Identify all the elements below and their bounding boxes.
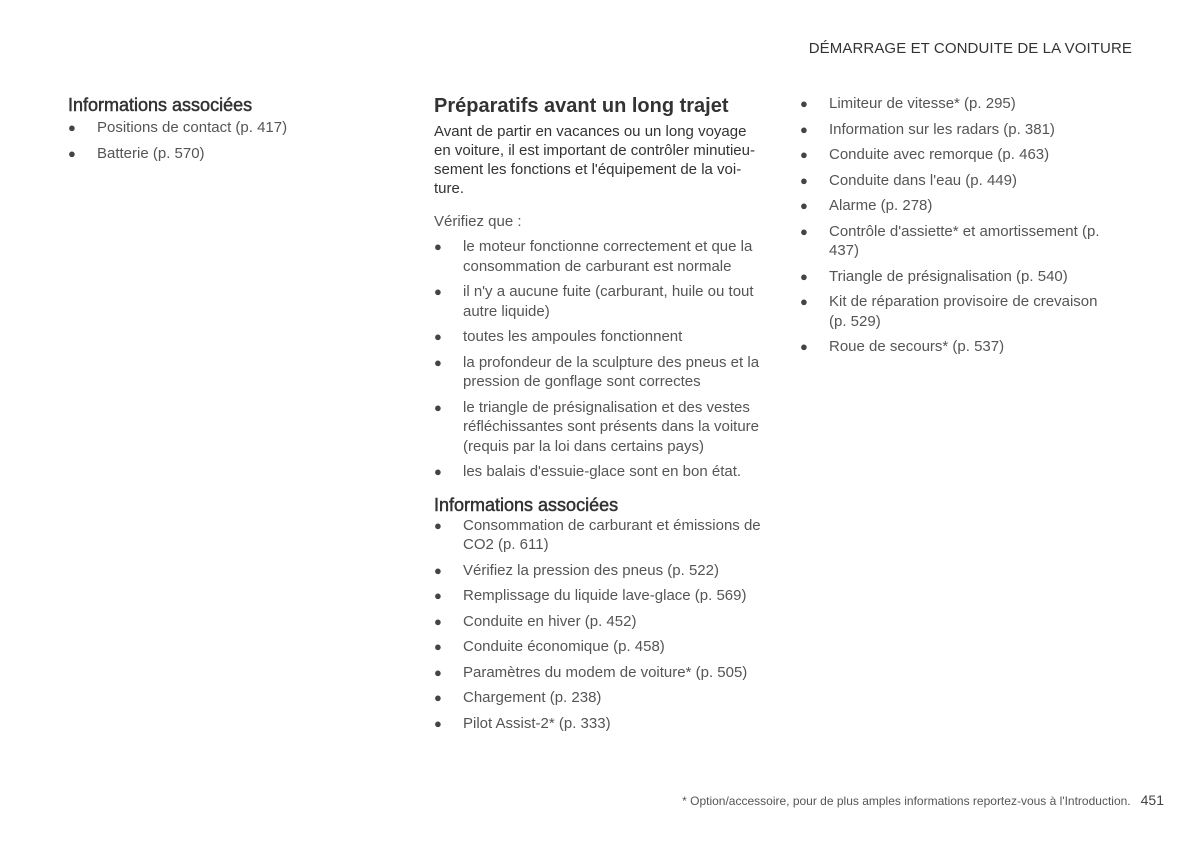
link-text[interactable]: Chargement (p. 238) (463, 689, 602, 706)
link-text[interactable]: Remplissage du liquide lave-glace (p. 569) (463, 587, 747, 604)
link-text[interactable]: Batterie (p. 570) (97, 144, 205, 162)
bullet-icon: ● (800, 339, 808, 354)
bullet-icon: ● (68, 145, 76, 161)
bullet-icon: ● (800, 147, 808, 162)
bullet-icon: ● (800, 121, 808, 137)
related-info-heading: Informations associées (434, 494, 619, 515)
list-item[interactable] (434, 612, 769, 632)
list-item[interactable] (434, 561, 769, 581)
related-info-list (800, 94, 1110, 357)
link-text[interactable]: Information sur les radars (p. 381) (829, 120, 1055, 138)
list-item: ● toutes les ampoules fonctionnent (434, 328, 683, 345)
link-text[interactable]: Conduite économique (p. 458) (463, 638, 665, 655)
list-item[interactable] (434, 688, 769, 708)
list-item[interactable] (434, 663, 769, 683)
column-left (68, 94, 368, 169)
intro-paragraph: Avant de partir en vacances ou un long voyage en voiture, il est important de contrôler minutieu- sement les fonctions et l'équipement de la voi- ture. (434, 123, 755, 197)
bullet-icon: ● (434, 639, 442, 654)
link-text[interactable]: Conduite dans l'eau (p. 449) (829, 171, 1017, 189)
column-middle (434, 94, 769, 739)
list-item[interactable] (434, 637, 769, 657)
bullet-icon: ● (434, 239, 442, 254)
link-text[interactable]: Contrôle d'assiette* et amortissement (p. 437) (829, 222, 1100, 259)
column-right (800, 94, 1110, 363)
list-item[interactable] (800, 267, 1110, 287)
list-item[interactable] (800, 171, 1110, 191)
list-item[interactable] (68, 118, 368, 138)
list-item[interactable] (800, 94, 1110, 114)
link-text[interactable]: Conduite avec remorque (p. 463) (829, 146, 1050, 163)
bullet-icon: ● (800, 198, 808, 213)
bullet-icon: ● (800, 172, 808, 188)
bullet-icon: ● (434, 613, 442, 629)
bullet-icon: ● (434, 329, 442, 344)
link-text[interactable]: Alarme (p. 278) (829, 197, 933, 214)
list-item[interactable] (800, 292, 1110, 331)
footnote: * Option/accessoire, pour de plus amples informations reportez-vous à l'Introduction. (682, 794, 1131, 808)
bullet-icon: ● (800, 223, 808, 239)
list-item[interactable] (434, 714, 769, 734)
list-item[interactable] (800, 196, 1110, 216)
section-title: Préparatifs avant un long trajet (434, 95, 729, 117)
check-list (434, 237, 769, 482)
list-item[interactable] (800, 222, 1110, 261)
bullet-icon: ● (434, 284, 442, 299)
link-text[interactable]: Vérifiez la pression des pneus (p. 522) (463, 561, 719, 579)
running-header: DÉMARRAGE ET CONDUITE DE LA VOITURE (808, 40, 1132, 57)
list-item: ● il n'y a aucune fuite (carburant, huile ou tout autre liquide) (434, 283, 754, 320)
bullet-icon: ● (434, 464, 442, 479)
list-item[interactable] (800, 120, 1110, 140)
link-text[interactable]: Pilot Assist-2* (p. 333) (463, 714, 611, 732)
list-item[interactable] (800, 145, 1110, 165)
bullet-icon: ● (800, 268, 808, 284)
page-footer (682, 792, 1164, 808)
related-info-list (68, 118, 368, 163)
list-item[interactable] (434, 586, 769, 606)
link-text[interactable]: Limiteur de vitesse* (p. 295) (829, 95, 1016, 112)
link-text[interactable]: Paramètres du modem de voiture* (p. 505) (463, 663, 748, 681)
related-info-list (434, 516, 769, 734)
verify-label: Vérifiez que : (434, 213, 522, 230)
bullet-icon: ● (434, 562, 442, 578)
list-item: ● la profondeur de la sculpture des pneus et la pression de gonflage sont correctes (434, 353, 760, 390)
bullet-icon: ● (800, 96, 808, 111)
bullet-icon: ● (434, 715, 442, 731)
bullet-icon: ● (434, 690, 442, 705)
list-item[interactable] (68, 144, 368, 164)
list-item[interactable] (434, 516, 769, 555)
link-text[interactable]: Roue de secours* (p. 537) (829, 338, 1005, 355)
list-item: ● les balais d'essuie-glace sont en bon état. (434, 463, 742, 480)
link-text[interactable]: Triangle de présignalisation (p. 540) (829, 267, 1068, 285)
related-info-heading: Informations associées (68, 95, 253, 115)
bullet-icon: ● (434, 517, 442, 533)
list-item[interactable] (800, 337, 1110, 357)
link-text[interactable]: Positions de contact (p. 417) (97, 119, 288, 136)
list-item: ● le moteur fonctionne correctement et que la consommation de carburant est normale (434, 238, 753, 275)
bullet-icon: ● (68, 120, 76, 135)
link-text[interactable]: Kit de réparation provisoire de crevaison (p. 529) (829, 293, 1098, 330)
link-text[interactable]: Consommation de carburant et émissions de CO2 (p. 611) (463, 516, 761, 553)
bullet-icon: ● (434, 588, 442, 603)
bullet-icon: ● (434, 664, 442, 680)
bullet-icon: ● (434, 354, 442, 370)
page-number: 451 (1140, 792, 1164, 808)
bullet-icon: ● (434, 399, 442, 415)
list-item: ● le triangle de présignalisation et des vestes réfléchissantes sont présents dans la voiture (requis par la loi dans certains pays) (434, 398, 759, 455)
link-text[interactable]: Conduite en hiver (p. 452) (463, 612, 637, 630)
bullet-icon: ● (800, 294, 808, 309)
